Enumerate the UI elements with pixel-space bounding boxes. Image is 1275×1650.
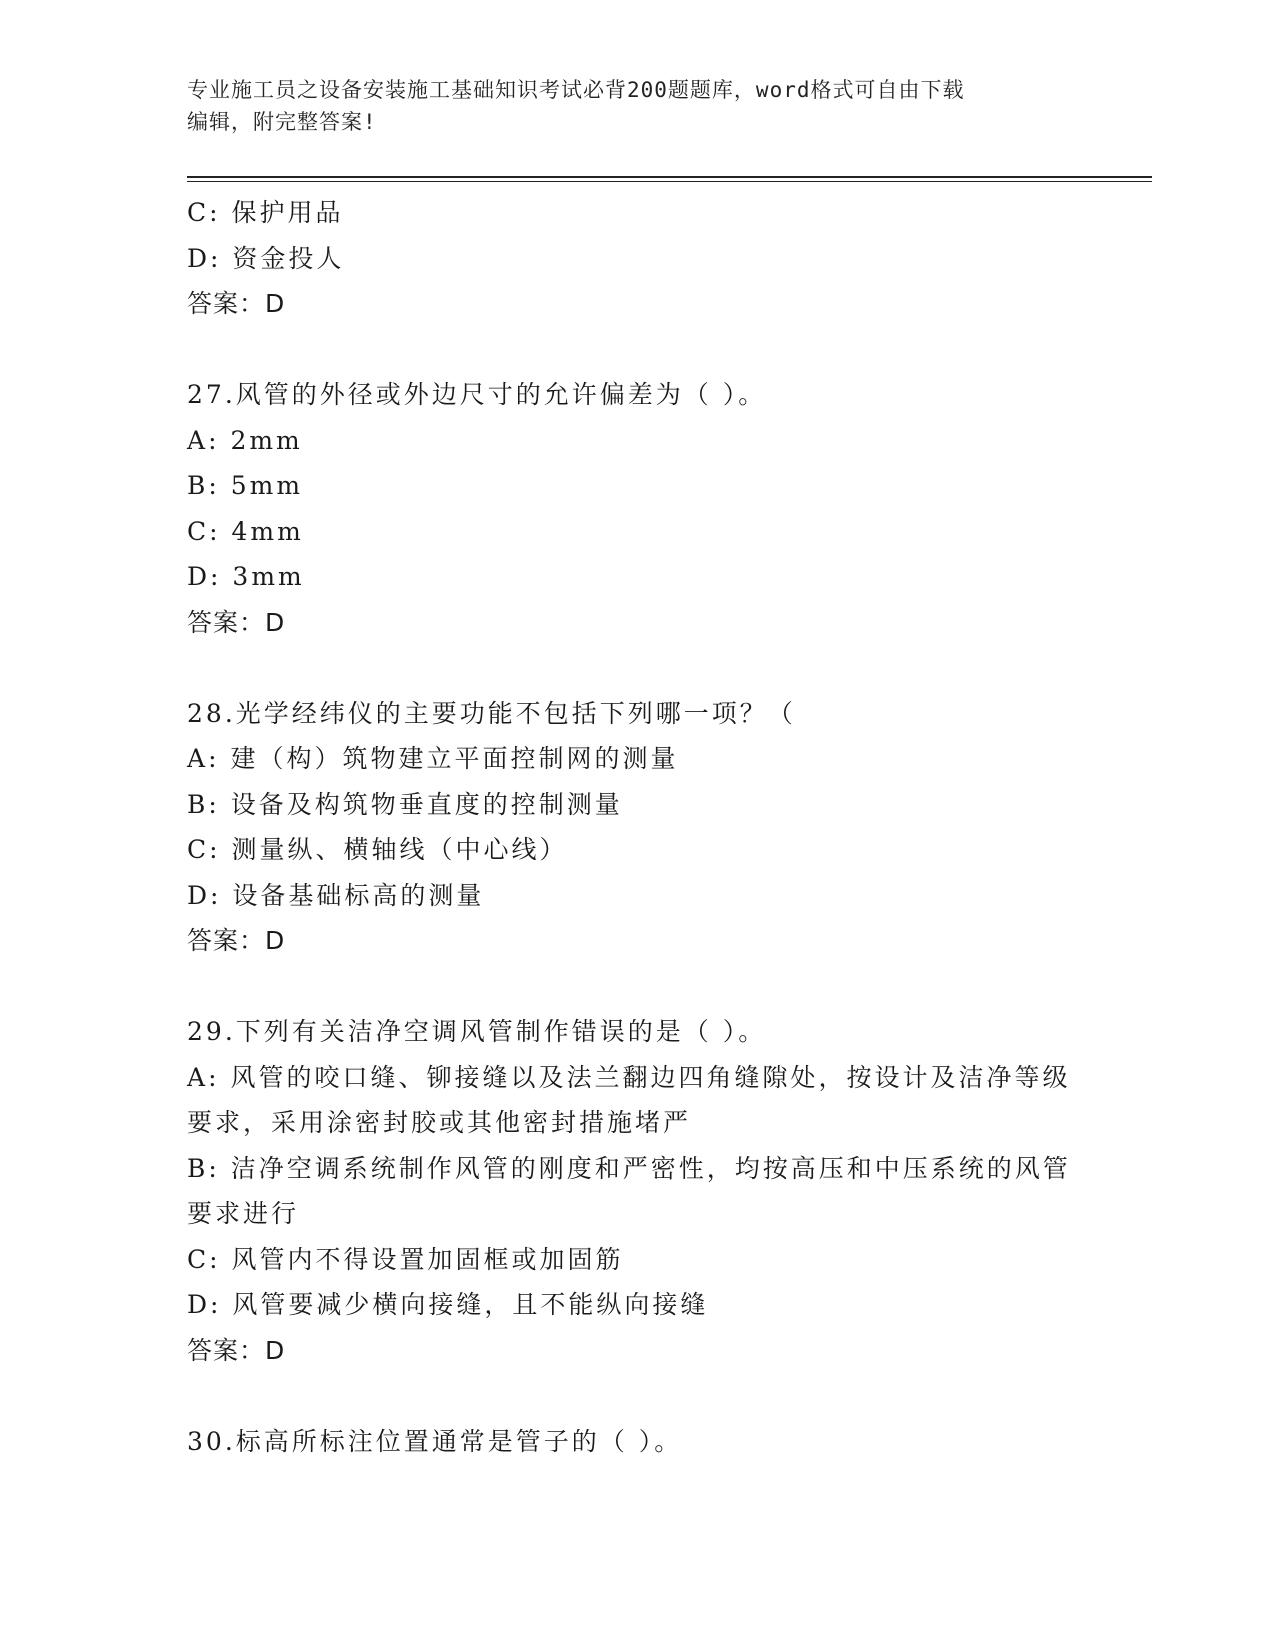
option-d: D: 资金投人 [187,243,345,273]
question-27 [187,372,1087,645]
question-stem: 27.风管的外径或外边尺寸的允许偏差为（ ）。 [187,380,767,409]
option-c: C: 测量纵、横轴线（中心线） [187,835,568,864]
header-line-1: 专业施工员之设备安装施工基础知识考试必背200题题库，word格式可自由下载 [187,78,965,102]
option-c: C: 4mm [187,516,304,546]
question-28 [187,691,1087,964]
question-stem: 30.标高所标注位置通常是管子的（ ）。 [187,1426,683,1456]
answer-line: 答案：D [187,1335,286,1365]
option-b: B: 洁净空调系统制作风管的刚度和严密性，均按高压和中压系统的风管要求进行 [187,1153,1071,1228]
option-b: B: 5mm [187,471,304,500]
option-d: D: 风管要减少横向接缝，且不能纵向接缝 [187,1290,709,1319]
option-b: B: 设备及构筑物垂直度的控制测量 [187,789,623,819]
question-stem: 29.下列有关洁净空调风管制作错误的是（ ）。 [187,1017,767,1046]
answer-line: 答案：D [187,289,286,318]
option-d: D: 设备基础标高的测量 [187,880,485,910]
question-30 [187,1419,1087,1465]
document-body [187,190,1087,1464]
header-rule-thin [187,181,1152,182]
option-a: A: 风管的咬口缝、铆接缝以及法兰翻边四角缝隙处，按设计及洁净等级要求，采用涂密封胶或其他密封措施堵严 [187,1062,1071,1137]
question-stem: 28.光学经纬仪的主要功能不包括下列哪一项？（ [187,698,796,728]
header-line-2: 编辑，附完整答案! [187,110,377,134]
answer-line: 答案：D [187,926,286,955]
option-a: A: 2mm [187,425,303,455]
answer-line: 答案：D [187,607,286,637]
option-c: C: 风管内不得设置加固框或加固筋 [187,1244,624,1274]
header-rule-thick [187,176,1152,178]
document-header [187,74,1067,138]
question-29 [187,1009,1087,1373]
carryover-block [187,190,1087,327]
option-a: A: 建（构）筑物建立平面控制网的测量 [187,744,679,773]
option-d: D: 3mm [187,562,305,591]
option-c: C: 保护用品 [187,198,344,227]
